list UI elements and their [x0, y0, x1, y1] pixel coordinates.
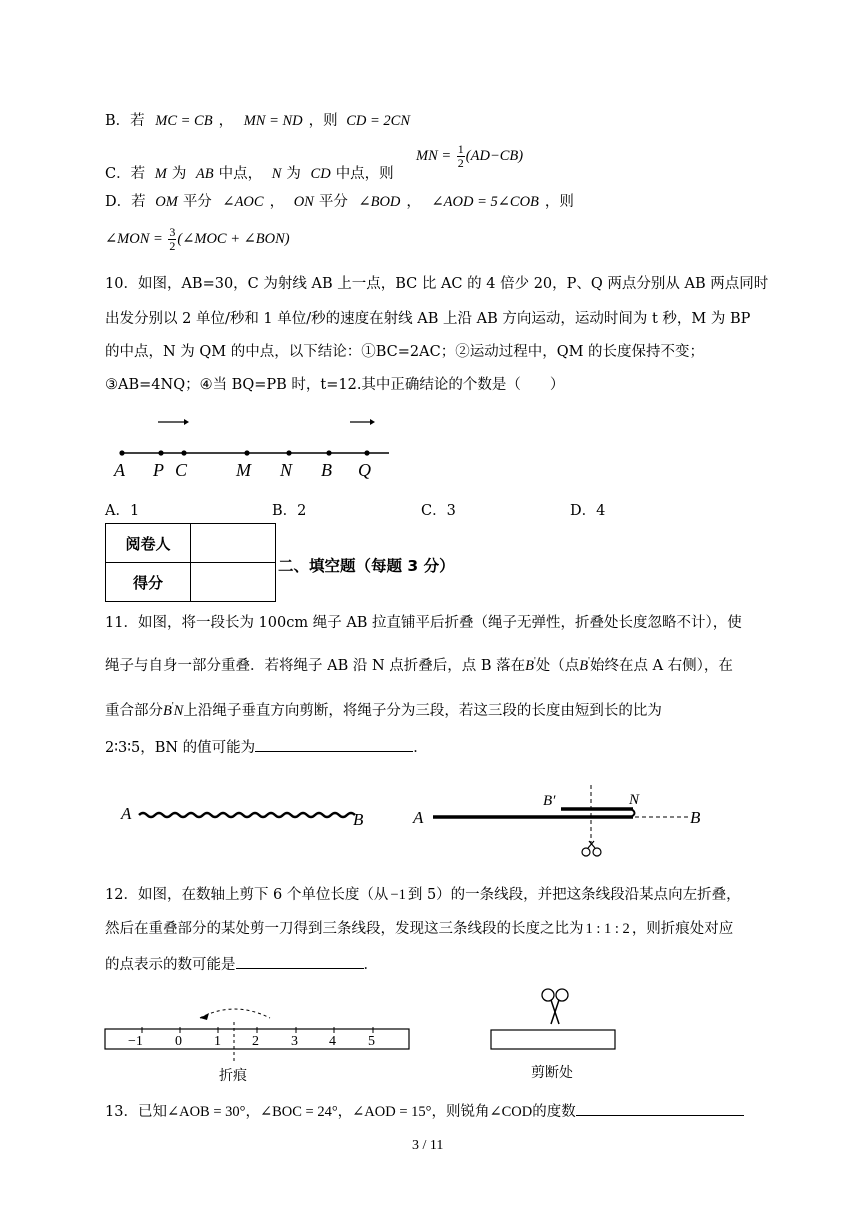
point-a [119, 450, 124, 455]
q9-option-d-formula: ∠MON = $\frac{3}{2}$ (∠MOC + ∠BON) [105, 225, 290, 253]
q9-option-d: D．若 OM 平分 ∠AOC ， ON 平分 ∠BOD ， ∠AOD = 5∠COB ，则 [105, 194, 574, 210]
q10-line-1: 10．如图，AB=30，C 为射线 AB 上一点，BC 比 AC 的 4 倍少 20，P、Q 两点分别从 AB 两点同时 [105, 276, 769, 292]
point-c [181, 450, 186, 455]
label-p: P [153, 460, 164, 480]
fold-bend [631, 809, 635, 817]
point-n [286, 450, 291, 455]
arrow-q-head [370, 419, 375, 425]
cut-strip [491, 1030, 615, 1049]
fold-arc [200, 1009, 270, 1018]
answer-blank[interactable] [576, 1101, 744, 1116]
fold-arrow-head [200, 1013, 209, 1020]
label-a: A [114, 460, 125, 480]
q11-line-1: 11．如图，将一段长为 100cm 绳子 AB 拉直铺平后折叠（绳子无弹性，折叠处长度忽略不计），使 [105, 615, 742, 631]
tick-label: 0 [175, 1034, 182, 1049]
folded-label-b: B [690, 808, 701, 827]
q10-line-3: 的中点，N 为 QM 的中点，以下结论：①BC=2AC；②运动过程中，QM 的长度保持不变； [105, 344, 705, 360]
page-number: 3 / 11 [412, 1138, 444, 1153]
rope-label-a: A [121, 804, 132, 823]
label-n: N [280, 460, 293, 480]
folded-label-bprime: B′ [543, 793, 556, 809]
tick-label: 3 [291, 1034, 298, 1049]
score-label: 得分 [106, 563, 191, 602]
answer-blank[interactable] [255, 737, 413, 752]
q13-line: 13．已知∠AOB = 30°，∠BOC = 24°，∠AOD = 15°，则锐角∠COD的度数 [105, 1100, 744, 1121]
score-cell[interactable] [191, 563, 276, 602]
q11-figure-folded [405, 785, 715, 865]
arrow-p-head [184, 419, 189, 425]
cut-label: 剪断处 [531, 1065, 573, 1081]
folded-label-a: A [413, 808, 424, 827]
crease-label: 折痕 [219, 1068, 247, 1084]
q12-line-1: 12．如图，在数轴上剪下 6 个单位长度（从 −1 到 5）的一条线段，并把这条线段沿某点向左折叠， [105, 887, 741, 903]
q9-option-c-formula: MN = $\frac{1}{2}$ (AD−CB) [416, 142, 524, 170]
q12-cut-figure [485, 982, 620, 1082]
reader-label: 阅卷人 [106, 524, 191, 563]
wavy-rope [139, 813, 355, 817]
point-m [244, 450, 249, 455]
rope-label-b: B [353, 810, 364, 829]
fraction: $\frac{1}{2}$ [457, 142, 464, 170]
label-c: C [175, 460, 188, 480]
section-title: 二、填空题（每题 3 分） [278, 557, 455, 575]
q12-line-2: 然后在重叠部分的某处剪一刀得到三条线段，发现这三条线段的长度之比为 1 : 1 : 2 ，则折痕处对应 [105, 921, 734, 937]
q10-choice-d: D．4 [570, 503, 606, 519]
point-q [364, 450, 369, 455]
scissors-icon [542, 989, 568, 1024]
tick-label: 2 [252, 1034, 259, 1049]
label-m: M [236, 460, 251, 480]
score-table [105, 523, 276, 602]
folded-label-n: N [629, 792, 640, 808]
label-q: Q [358, 460, 371, 480]
scissors-icon [582, 841, 601, 856]
q11-line-2: 绳子与自身一部分重叠．若将绳子 AB 沿 N 点折叠后，点 B 落在B'处（点B'始终在点 A 右侧），在 [105, 656, 733, 674]
q12-number-line [100, 998, 415, 1088]
answer-blank[interactable] [236, 954, 364, 969]
q10-line-2: 出发分别以 2 单位/秒和 1 单位/秒的速度在射线 AB 上沿 AB 方向运动，运动时间为 t 秒，M 为 BP [105, 311, 751, 327]
q10-figure [100, 410, 400, 485]
q10-line-4: ③AB=4NQ；④当 BQ=PB 时，t=12.其中正确结论的个数是（ ） [105, 377, 565, 393]
q11-line-3: 重合部分B'N上沿绳子垂直方向剪断，将绳子分为三段，若这三段的长度由短到长的比为 [105, 701, 662, 719]
point-p [158, 450, 163, 455]
fraction: $\frac{3}{2}$ [169, 225, 176, 253]
point-b [326, 450, 331, 455]
label-b: B [321, 460, 332, 480]
q10-choice-b: B．2 [272, 503, 307, 519]
q11-line-4: 2∶3∶5，BN 的值可能为 ． [105, 736, 428, 757]
tick-label: 4 [329, 1034, 336, 1049]
q9-option-c: C．若 M 为 AB 中点， N 为 CD 中点，则 [105, 166, 394, 182]
q10-choice-c: C．3 [421, 503, 456, 519]
q11-figure-rope [115, 800, 375, 836]
ticks [142, 1027, 373, 1033]
q12-line-3: 的点表示的数可能是 ． [105, 953, 378, 974]
reader-cell[interactable] [191, 524, 276, 563]
q10-choice-a: A．1 [105, 503, 140, 519]
tick-label: 5 [368, 1034, 375, 1049]
tick-label: −1 [128, 1034, 143, 1049]
q9-option-b: B．若 MC = CB ， MN = ND ，则 CD = 2CN [105, 113, 411, 129]
tick-label: 1 [214, 1034, 221, 1049]
